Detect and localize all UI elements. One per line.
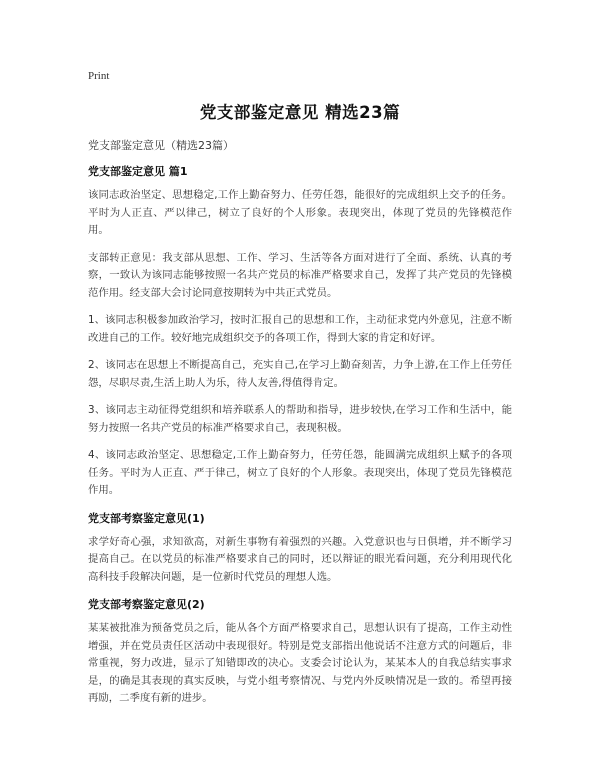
paragraph: 2、该同志在思想上不断提高自己，充实自己,在学习上勤奋刻苦，力争上游,在工作上任劳任怨，尽职尽责,生活上助人为乐，待人友善,得值得肯定。 [88,359,512,389]
document-title: 党支部鉴定意见 精选23篇 [199,103,401,122]
paragraph: 3、该同志主动征得党组织和培养联系人的帮助和指导，进步较快,在学习工作和生活中，能努力按照一名共产党员的标准严格要求自己，表现积极。 [88,404,512,434]
paragraph: 支部转正意见：我支部从思想、工作、学习、生活等各方面对进行了全面、系统、认真的考察，一致认为该同志能够按照一名共产党员的标准严格要求自己，发挥了共产党员的先锋模范作用。经支部大会讨论同意按期转为中共正式党员。 [88,251,512,299]
paragraph: 求学好奇心强，求知欲高，对新生事物有着强烈的兴趣。入党意识也与日俱增，并不断学习提高自己。在以党员的标准严格要求自己的同时，还以辩证的眼光看问题，充分利用现代化高科技手段解决问题，是一位新时代党员的理想人选。 [88,535,512,583]
section-heading-1: 党支部鉴定意见 篇1 [88,165,188,178]
document-subtitle: 党支部鉴定意见（精选23篇） [88,139,234,152]
paragraph: 1、该同志积极参加政治学习，按时汇报自己的思想和工作，主动征求党内外意见，注意不断改进自己的工作。较好地完成组织交予的各项工作，得到大家的肯定和好评。 [88,314,512,344]
section-heading-3: 党支部考察鉴定意见(2) [88,598,205,611]
paragraph: 该同志政治坚定、思想稳定,工作上勤奋努力、任劳任怨，能很好的完成组织上交予的任务。平时为人正直、严以律己，树立了良好的个人形象。表现突出，体现了党员的先锋模范作用。 [88,189,512,236]
print-label[interactable]: Print [88,70,110,82]
section-heading-2: 党支部考察鉴定意见(1) [88,511,205,525]
paragraph: 某某被批准为预备党员之后，能从各个方面严格要求自己，思想认识有了提高，工作主动性增强，并在党员责任区活动中表现很好。特别是党支部指出他说话不注意方式的问题后，非常重视，努力改进，显示了知错即改的决心。支委会讨论认为，某某本人的自我总结实事求是，的确是其表现的真实反映，与党小组考察情况、与党内外反映情况是一致的。希望再接再励，二季度有新的进步。 [88,622,512,704]
paragraph: 4、该同志政治坚定、思想稳定,工作上勤奋努力，任劳任怨，能圆满完成组织上赋予的各项任务。平时为人正直、严于律己，树立了良好的个人形象。表现突出，体现了党员先锋模范作用。 [88,449,512,496]
